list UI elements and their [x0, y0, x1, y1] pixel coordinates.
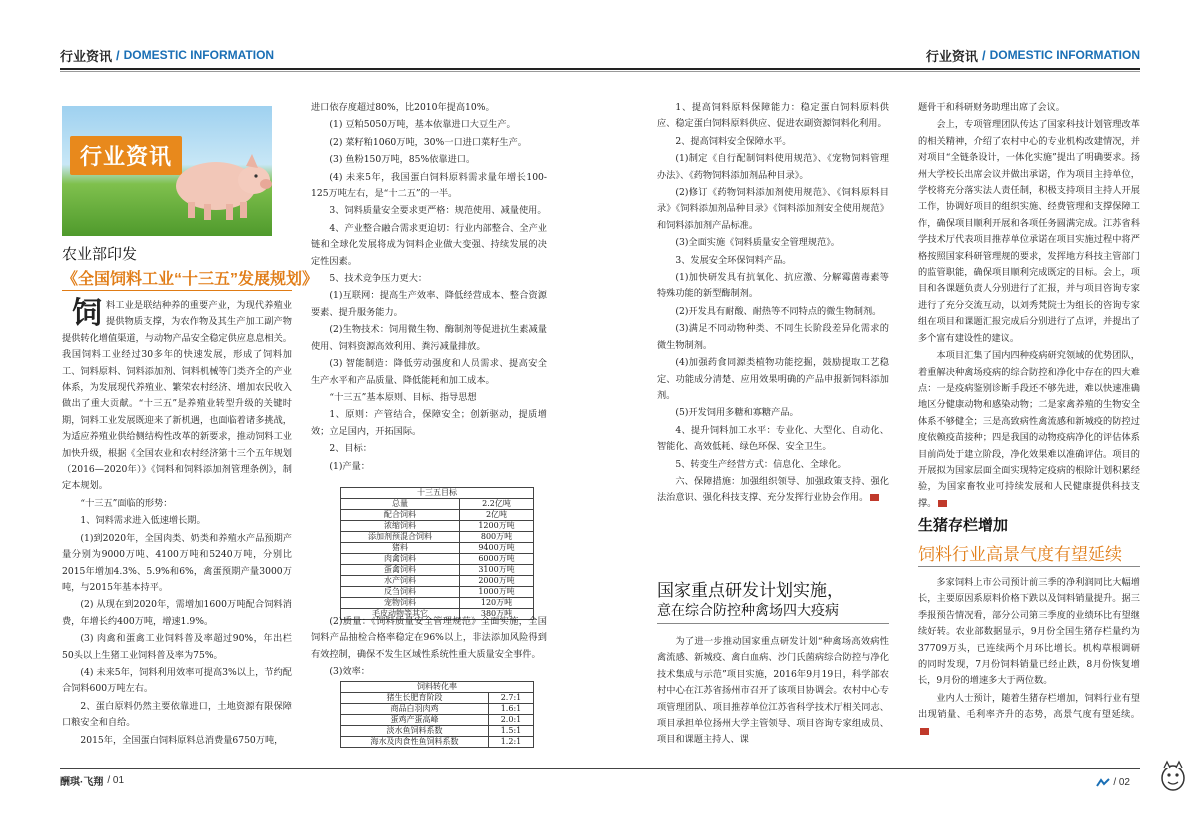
header-rule-left	[60, 68, 600, 70]
paragraph-text: 本项目汇集了国内四种疫病研究领域的优势团队，着重解决种禽场疫病的综合防控和净化中存在的四大难点：一是疫病鉴别诊断手段还不够先进，难以快速准确地区分健康动物和感染动物；二是家禽养殖的生物安全体系不够健全；三是高致病性禽流感和新城疫的防控过度依赖疫苗接种；四是我国的动物疫病净化的评估体系目前尚处于建立阶段，净化效果难以准确评估。项目的开展拟为国家层面全面实现特定疫病的根除计划积累经验，为国家畜牧业可持续发展和人民健康提供科技支撑。	[918, 350, 1140, 509]
paragraph: 1、原则：产管结合，保障安全；创新驱动，提质增效；立足国内，开拓国际。	[311, 409, 547, 437]
title-underline	[62, 290, 292, 291]
table-row	[341, 587, 534, 598]
header-right	[926, 44, 1140, 66]
table-cell-label: 配合饲料	[341, 510, 460, 521]
paragraph: (2)质量：《饲料质量安全管理规范》全面实施，全国饲料产品抽检合格率稳定在96%以上，非法添加风险得到有效控制，确保不发生区域性系统性重大质量安全事件。	[311, 616, 547, 660]
table-cell-label: 添加剂预混合饲料	[341, 532, 460, 543]
header-slash: /	[116, 47, 120, 63]
footer-brand: 酬琪·飞翔	[60, 777, 104, 788]
table-row	[341, 715, 534, 726]
paragraph: (1)产量：	[329, 460, 370, 472]
paragraph: (3)效率：	[329, 666, 370, 678]
paragraph-text: 料工业是联结种养的重要产业，为现代养殖业提供物质支撑，为农作物及其生产加工副产物提供转化增值渠道，与动物产品安全稳定供应息息相关。我国饲料工业经过30多年的快速发展，形成了饲料加工、饲料原料、饲料添加剂、饲料机械等门类齐全的产业体系，为发展现代养殖业、繁荣农村经济、增加农民收入做出了重大贡献。“十三五”是养殖业转型升级的关键时期，饲料工业发展既迎来了新机遇，也面临着诸多挑战，为适应养殖业供给侧结构性改革的新要求，推动饲料工业加快升级，根据《全国农业和农村经济第十三个五年规划（2016—2020年）》《饲料和饲料添加剂管理条例》，制定本规划。	[62, 300, 292, 492]
paragraph: (1)到2020年，全国肉类、奶类和养殖水产品预期产量分别为9000万吨、4100万吨和5240万吨，分别比2015年增加4.3%、5.9%和6%，禽蛋预期产量3000万吨，与2015年基本持平。	[62, 532, 292, 593]
header-left	[60, 44, 274, 66]
paragraph: 4、提升饲料加工水平：专业化、大型化、自动化、智能化、高效低耗、绿色环保、安全卫生。	[657, 424, 889, 453]
title-underline	[657, 623, 889, 624]
footer-rule	[60, 768, 1140, 769]
article1-title-line2: 《全国饲料工业“十三五”发展规划》	[62, 271, 319, 288]
column-2-lower	[311, 614, 547, 682]
column-4	[918, 100, 1140, 513]
table-row	[341, 565, 534, 576]
paragraph: (3) 智能制造：降低劳动强度和人员需求、提高安全生产水平和产品质量、降低能耗和加工成本。	[311, 358, 547, 386]
table-row	[341, 737, 534, 748]
table-cell-value: 6000万吨	[460, 554, 534, 565]
table-row	[341, 532, 534, 543]
table-cell-label: 水产饲料	[341, 576, 460, 587]
table-cell-value: 9400万吨	[460, 543, 534, 554]
paragraph: 题骨干和科研财务助理出席了会议。	[918, 102, 1065, 113]
table-cell-value: 2.0:1	[488, 715, 533, 726]
paragraph: 2、蛋白原料仍然主要依靠进口，土地资源有限保障口粮安全和自给。	[62, 700, 292, 729]
paragraph: “十三五”面临的形势：	[80, 497, 173, 509]
paragraph: (3)满足不同动物种类、不同生长阶段差异化需求的微生物制剂。	[657, 323, 889, 351]
paragraph: 2015年，全国蛋白饲料原料总消费量6750万吨，	[80, 734, 284, 746]
section-title-cn: 行业资讯	[925, 48, 978, 64]
paragraph: “十三五”基本原则、目标、指导思想	[329, 391, 477, 403]
article3-title-line1: 生猪存栏增加	[918, 517, 1009, 534]
paragraph: (5)开发饲用多糖和寡糖产品。	[675, 407, 799, 419]
article2-title-line1: 国家重点研发计划实施，	[657, 581, 844, 600]
page-number: / 01	[107, 775, 125, 786]
table-cell-label: 猪料	[341, 543, 460, 554]
conversion-table	[340, 681, 534, 748]
table-header: 十三五目标	[341, 488, 534, 499]
table-cell-label: 蛋禽饲料	[341, 565, 460, 576]
table-cell-label: 总量	[341, 499, 460, 510]
table-cell-value: 2000万吨	[460, 576, 534, 587]
table-cell-value: 1200万吨	[460, 521, 534, 532]
table-cell-value: 3100万吨	[460, 565, 534, 576]
page-number: / 02	[1113, 777, 1130, 788]
paragraph: (2) 菜籽粕1060万吨，30%一口进口菜籽生产。	[329, 136, 527, 148]
paragraph: (3)全面实施《饲料质量安全管理规范》。	[675, 237, 840, 249]
table-cell-label: 宠物饲料	[341, 598, 460, 609]
paragraph: 进口依存度超过80%，比2010年提高10%。	[311, 102, 495, 113]
paragraph: (1)制定《自行配制饲料使用规范》、《宠物饲料管理办法》、《药物饲料添加剂品种目录》。	[657, 153, 889, 181]
section-title-en: DOMESTIC INFORMATION	[989, 48, 1140, 62]
mascot-icon	[1158, 758, 1188, 794]
paragraph: (4) 未来5年，我国蛋白饲料原料需求量年增长100-125万吨左右，是“十二五”的一半。	[311, 171, 547, 200]
paragraph	[918, 348, 1140, 512]
table-row	[341, 499, 534, 510]
hero-tag: 行业资讯	[70, 136, 182, 175]
paragraph: 1、饲料需求进入低速增长期。	[80, 515, 206, 527]
table-row	[341, 693, 534, 704]
paragraph: 2、目标：	[329, 443, 372, 455]
paragraph: 2、提高饲料安全保障水平。	[675, 135, 792, 147]
article2-title-line2: 意在综合防控种禽场四大疫病	[657, 602, 839, 618]
title-underline	[918, 566, 1140, 567]
paragraph: 4、产业整合融合需求更迫切：行业内部整合、全产业链和全球化发展将成为饲料企业做大变强、持续发展的决定性因素。	[311, 222, 547, 267]
section-title-en: DOMESTIC INFORMATION	[123, 48, 275, 62]
paragraph: 会上，专项管理团队传达了国家科技计划管理改革的相关精神，介绍了农村中心的专业机构改建情况，并对项目“全链条设计，一体化实施”提出了明确要求。扬州大学校长出席会议并做出承诺，作为项目主持单位，学校将充分落实法人责任制，积极支持项目主持人开展工作，协调好项目的组织实施、经费管理和支撑保障工作，确保项目顺利开展和各项任务圆满完成。江苏省科学技术厅代表项目推荐单位承诺在项目实施过程中将严格按照国家科研管理规的要求，发挥地方科技主管部门的监管职能，确保项目顺利完成既定的目标。会上，项目和各课题负责人分别进行了汇报，并与项目咨询专家进行了充分交流互动，以刘秀梵院士为组长的咨询专家组在项目和课题汇报完成后分别进行了点评，并提出了多个富有建设性的建议。	[918, 119, 1140, 344]
section-title-cn: 行业资讯	[60, 48, 113, 64]
footer-left	[60, 773, 124, 788]
table-cell-label: 毛皮动物等其它	[341, 609, 460, 620]
paragraph: (2)生物技术：饲用微生物、酶制剂等促进抗生素减量使用、饲料资源高效利用、粪污减量排放。	[311, 324, 547, 352]
end-mark-icon	[938, 500, 947, 507]
table-cell-value: 1.2:1	[488, 737, 533, 748]
footer-right	[1096, 777, 1130, 788]
column-2	[311, 100, 547, 476]
paragraph: (3) 鱼粉150万吨，85%依靠进口。	[329, 154, 476, 166]
table-cell-value: 800万吨	[460, 532, 534, 543]
targets-table	[340, 487, 534, 620]
paragraph: 5、转变生产经营方式：信息化、全球化。	[675, 458, 847, 470]
table-row	[341, 521, 534, 532]
table-cell-label: 商品白羽肉鸡	[341, 704, 489, 715]
paragraph	[918, 691, 1140, 740]
table-cell-value: 2.7:1	[488, 693, 533, 704]
paragraph: (2)开发具有耐酸、耐热等不同特点的微生物制剂。	[675, 305, 882, 317]
table-cell-value: 120万吨	[460, 598, 534, 609]
article1-title-line1: 农业部印发	[62, 246, 138, 263]
header-slash: /	[981, 47, 986, 63]
paragraph: (1)加快研发具有抗氧化、抗应激、分解霉菌毒素等特殊功能的新型酶制剂。	[657, 272, 889, 300]
paragraph: 3、发展安全环保饲料产品。	[675, 254, 792, 266]
table-cell-label: 淡水鱼饲料系数	[341, 726, 489, 737]
paragraph-text: 业内人士预计，随着生猪存栏增加，饲料行业有望出现销量、毛利率齐升的态势，高景气度有望延续。	[918, 692, 1140, 721]
paragraph	[62, 298, 292, 495]
end-mark-icon	[870, 494, 879, 501]
paragraph: (2)修订《药物饲料添加剂使用规范》、《饲料原料目录》《饲料添加剂品种目录》《饲料添加剂安全使用规范》和饲料添加剂产品标准。	[657, 187, 889, 231]
paragraph: 3、饲料质量安全要求更严格：规范使用、减量使用。	[329, 205, 547, 217]
table-cell-label: 反刍饲料	[341, 587, 460, 598]
table-cell-value: 1000万吨	[460, 587, 534, 598]
table-row	[341, 543, 534, 554]
paragraph-text: 六、保障措施：加强组织领导、加强政策支持、强化法治意识、强化科技支撑、充分发挥行业协会作用。	[657, 475, 889, 504]
table-cell-label: 浓缩饲料	[341, 521, 460, 532]
article2-body	[657, 634, 889, 750]
table-cell-value: 1.6:1	[488, 704, 533, 715]
paragraph	[657, 474, 889, 507]
paragraph: (3) 肉禽和蛋禽工业饲料普及率超过90%，年出栏50头以上生猪工业饲料普及率为75%。	[62, 633, 292, 661]
paragraph: 为了进一步推动国家重点研发计划“种禽场高效病性禽流感、新城疫、禽白血病、沙门氏菌病综合防控与净化技术集成与示范”项目实施，2016年9月19日，科学部农村中心在江苏省扬州市召开了该项目协调会。农村中心专项管理团队、项目推荐单位江苏省科学技术厅相关同志、项目承担单位扬州大学主管领导、项目咨询专家组成员、项目和课题主持人、课	[657, 636, 889, 746]
article3-title-line2: 饲料行业高景气度有望延续	[918, 545, 1122, 564]
paragraph: (1) 豆粕5050万吨，基本依靠进口大豆生产。	[329, 119, 516, 131]
paragraph: (1)互联网：提高生产效率、降低经营成本、整合资源要素、提升服务能力。	[311, 290, 547, 318]
paragraph: 1、提高饲料原料保障能力：稳定蛋白饲料原料供应、稳定蛋白饲料原料供应、促进农副资源饲料化利用。	[657, 102, 889, 130]
column-3	[657, 100, 889, 508]
column-1	[62, 298, 292, 750]
table-cell-value: 1.5:1	[488, 726, 533, 737]
table-cell-label: 蛋鸡产蛋高峰	[341, 715, 489, 726]
table-row	[341, 704, 534, 715]
article3-body	[918, 575, 1140, 741]
table-cell-value: 380万吨	[460, 609, 534, 620]
table-row	[341, 510, 534, 521]
dropcap: 饲	[72, 296, 102, 331]
table-cell-label: 肉禽饲料	[341, 554, 460, 565]
table-cell-value: 2亿吨	[460, 510, 534, 521]
header-rule-right	[600, 68, 1140, 70]
brand-logo-icon	[1096, 778, 1110, 788]
paragraph: (4) 未来5年，饲料利用效率可提高3%以上，节约配合饲料600万吨左右。	[62, 666, 292, 695]
table-cell-label: 海水及肉食性鱼饲料系数	[341, 737, 489, 748]
end-mark-icon	[920, 728, 929, 735]
paragraph: 多家饲料上市公司预计前三季的净利润同比大幅增长，主要原因系原料价格下跌以及饲料销量提升。据三季报预告情况看，部分公司第三季度的业绩环比有望继续好转。农业部数据显示，9月份全国生猪存栏量约为37709万头，已连续两个月环比增长。机构草根调研的同时发现，7月份饲料销量已经止跌，8月份恢复增长，9月份的增速多大于两位数。	[918, 577, 1140, 687]
table-cell-label: 猪生长肥育阶段	[341, 693, 489, 704]
table-row	[341, 598, 534, 609]
pig-icon	[166, 146, 272, 224]
table-row	[341, 576, 534, 587]
table-cell-value: 2.2亿吨	[460, 499, 534, 510]
paragraph: 5、技术竞争压力更大：	[329, 273, 428, 285]
paragraph: (2) 从现在到2020年，需增加1600万吨配合饲料消费，年增长约400万吨，增速1.9%。	[62, 599, 292, 627]
hero-image	[62, 106, 272, 236]
header-rule-thin	[60, 71, 1140, 72]
table-row	[341, 726, 534, 737]
table-row	[341, 554, 534, 565]
table-header: 饲料转化率	[341, 682, 534, 693]
paragraph: (4)加强药食同源类植物功能挖掘，鼓励提取工艺稳定、功能成分清楚、应用效果明确的产品申报新饲料添加剂。	[657, 357, 889, 401]
